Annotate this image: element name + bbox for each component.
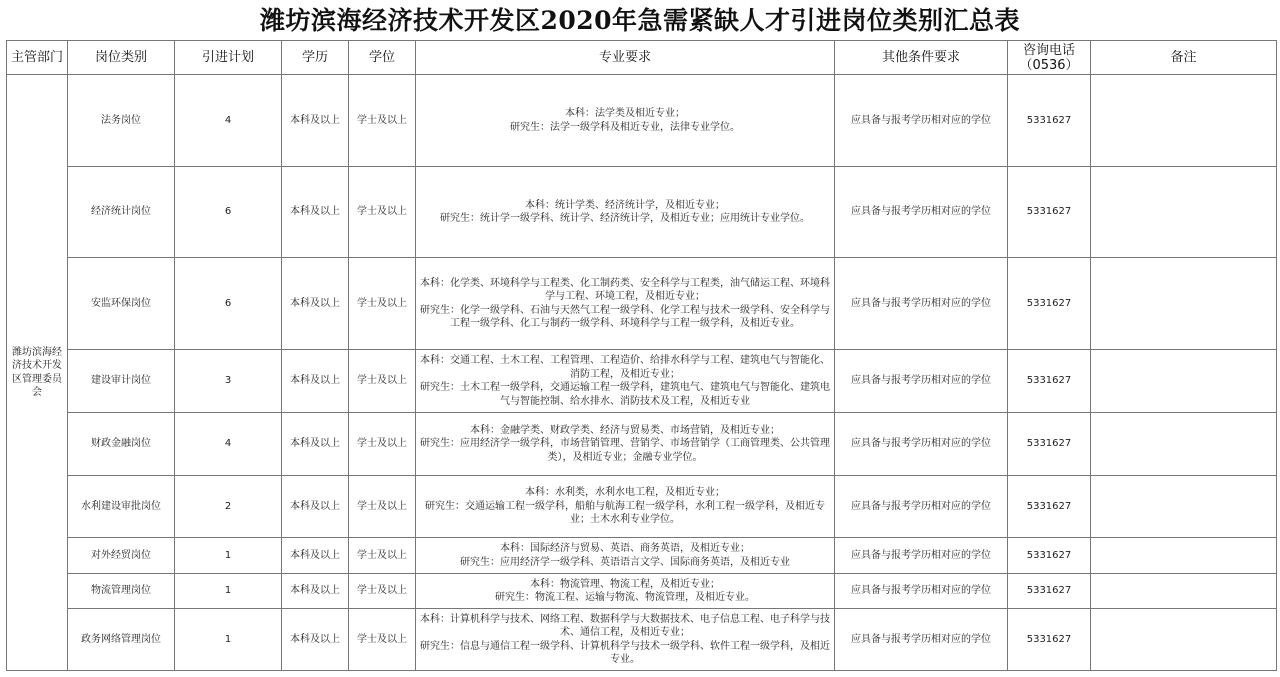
- education-cell: 本科及以上: [282, 476, 349, 538]
- category-cell: 对外经贸岗位: [68, 538, 175, 574]
- remark-cell: [1091, 538, 1277, 574]
- education-cell: 本科及以上: [282, 75, 349, 167]
- plan-cell: 1: [175, 609, 282, 671]
- other-cell: 应具备与报考学历相对应的学位: [835, 574, 1008, 609]
- education-cell: 本科及以上: [282, 538, 349, 574]
- table-row: [7, 609, 1277, 671]
- table-row: [7, 413, 1277, 476]
- degree-cell: 学士及以上: [349, 258, 416, 350]
- major-cell: 本科：计算机科学与技术、网络工程、数据科学与大数据技术、电子信息工程、电子科学与技术、通信工程，及相近专业； 研究生：信息与通信工程一级学科、计算机科学与技术一级学科、软件工程一级学科，及相近专业。: [416, 609, 835, 671]
- header-phone: 咨询电话（0536）: [1008, 41, 1091, 75]
- major-cell: 本科：化学类、环境科学与工程类、化工制药类、安全科学与工程类，油气储运工程、环境科学与工程、环境工程，及相近专业； 研究生：化学一级学科、石油与天然气工程一级学科、化学工程与技术一级学科、安全科学与工程一级学科、化工与制药一级学科、环境科学与工程一级学科，及相近专业。: [416, 258, 835, 350]
- table-row: [7, 538, 1277, 574]
- education-cell: 本科及以上: [282, 350, 349, 413]
- other-cell: 应具备与报考学历相对应的学位: [835, 609, 1008, 671]
- header-major: 专业要求: [416, 41, 835, 75]
- other-cell: 应具备与报考学历相对应的学位: [835, 75, 1008, 167]
- remark-cell: [1091, 413, 1277, 476]
- degree-cell: 学士及以上: [349, 167, 416, 258]
- degree-cell: 学士及以上: [349, 609, 416, 671]
- category-cell: 政务网络管理岗位: [68, 609, 175, 671]
- remark-cell: [1091, 609, 1277, 671]
- plan-cell: 4: [175, 75, 282, 167]
- phone-cell: 5331627: [1008, 413, 1091, 476]
- header-category: 岗位类别: [68, 41, 175, 75]
- table-row: [7, 167, 1277, 258]
- other-cell: 应具备与报考学历相对应的学位: [835, 350, 1008, 413]
- major-cell: 本科：法学类及相近专业； 研究生：法学一级学科及相近专业，法律专业学位。: [416, 75, 835, 167]
- major-cell: 本科：水利类，水利水电工程，及相近专业； 研究生：交通运输工程一级学科，船舶与航海工程一级学科，水利工程一级学科，及相近专业；土木水利专业学位。: [416, 476, 835, 538]
- major-cell: 本科：统计学类、经济统计学，及相近专业； 研究生：统计学一级学科、统计学、经济统计学，及相近专业；应用统计专业学位。: [416, 167, 835, 258]
- table-row: [7, 476, 1277, 538]
- plan-cell: 1: [175, 538, 282, 574]
- remark-cell: [1091, 167, 1277, 258]
- major-cell: 本科：国际经济与贸易、英语、商务英语，及相近专业； 研究生：应用经济学一级学科、英语语言文学、国际商务英语，及相近专业: [416, 538, 835, 574]
- header-dept: 主管部门: [7, 41, 68, 75]
- header-other: 其他条件要求: [835, 41, 1008, 75]
- category-cell: 安监环保岗位: [68, 258, 175, 350]
- remark-cell: [1091, 350, 1277, 413]
- phone-cell: 5331627: [1008, 350, 1091, 413]
- table-row: [7, 574, 1277, 609]
- major-cell: 本科：金融学类、财政学类、经济与贸易类、市场营销，及相近专业； 研究生：应用经济学一级学科，市场营销管理、营销学、市场营销学（工商管理类、公共管理类），及相近专业；金融专业学位。: [416, 413, 835, 476]
- category-cell: 物流管理岗位: [68, 574, 175, 609]
- table-header-row: [7, 41, 1277, 75]
- major-cell: 本科：物流管理、物流工程，及相近专业； 研究生：物流工程、运输与物流、物流管理，及相近专业。: [416, 574, 835, 609]
- education-cell: 本科及以上: [282, 413, 349, 476]
- page-title: 潍坊滨海经济技术开发区2020年急需紧缺人才引进岗位类别汇总表: [259, 6, 1021, 35]
- phone-cell: 5331627: [1008, 258, 1091, 350]
- category-cell: 经济统计岗位: [68, 167, 175, 258]
- category-cell: 法务岗位: [68, 75, 175, 167]
- education-cell: 本科及以上: [282, 609, 349, 671]
- dept-cell: 潍坊滨海经济技术开发区管理委员会: [7, 75, 68, 671]
- other-cell: 应具备与报考学历相对应的学位: [835, 167, 1008, 258]
- other-cell: 应具备与报考学历相对应的学位: [835, 476, 1008, 538]
- other-cell: 应具备与报考学历相对应的学位: [835, 538, 1008, 574]
- header-remark: 备注: [1091, 41, 1277, 75]
- phone-cell: 5331627: [1008, 538, 1091, 574]
- plan-cell: 6: [175, 167, 282, 258]
- other-cell: 应具备与报考学历相对应的学位: [835, 413, 1008, 476]
- education-cell: 本科及以上: [282, 574, 349, 609]
- other-cell: 应具备与报考学历相对应的学位: [835, 258, 1008, 350]
- plan-cell: 2: [175, 476, 282, 538]
- degree-cell: 学士及以上: [349, 476, 416, 538]
- degree-cell: 学士及以上: [349, 75, 416, 167]
- table-row: [7, 258, 1277, 350]
- phone-cell: 5331627: [1008, 167, 1091, 258]
- plan-cell: 3: [175, 350, 282, 413]
- plan-cell: 1: [175, 574, 282, 609]
- table-body: [7, 75, 1277, 671]
- plan-cell: 6: [175, 258, 282, 350]
- phone-cell: 5331627: [1008, 75, 1091, 167]
- degree-cell: 学士及以上: [349, 574, 416, 609]
- degree-cell: 学士及以上: [349, 413, 416, 476]
- education-cell: 本科及以上: [282, 258, 349, 350]
- category-cell: 建设审计岗位: [68, 350, 175, 413]
- major-cell: 本科：交通工程、土木工程、工程管理、工程造价、给排水科学与工程、建筑电气与智能化、消防工程，及相近专业； 研究生：土木工程一级学科，交通运输工程一级学科，建筑电气、建筑电气与智能化、建筑电气与智能控制、给水排水、消防技术及工程，及相近专业: [416, 350, 835, 413]
- remark-cell: [1091, 476, 1277, 538]
- phone-cell: 5331627: [1008, 574, 1091, 609]
- header-degree: 学位: [349, 41, 416, 75]
- remark-cell: [1091, 574, 1277, 609]
- category-cell: 财政金融岗位: [68, 413, 175, 476]
- table-row: [7, 75, 1277, 167]
- positions-table: [6, 40, 1277, 671]
- remark-cell: [1091, 258, 1277, 350]
- header-education: 学历: [282, 41, 349, 75]
- degree-cell: 学士及以上: [349, 538, 416, 574]
- table-row: [7, 350, 1277, 413]
- header-plan: 引进计划: [175, 41, 282, 75]
- category-cell: 水利建设审批岗位: [68, 476, 175, 538]
- remark-cell: [1091, 75, 1277, 167]
- plan-cell: 4: [175, 413, 282, 476]
- education-cell: 本科及以上: [282, 167, 349, 258]
- degree-cell: 学士及以上: [349, 350, 416, 413]
- phone-cell: 5331627: [1008, 476, 1091, 538]
- phone-cell: 5331627: [1008, 609, 1091, 671]
